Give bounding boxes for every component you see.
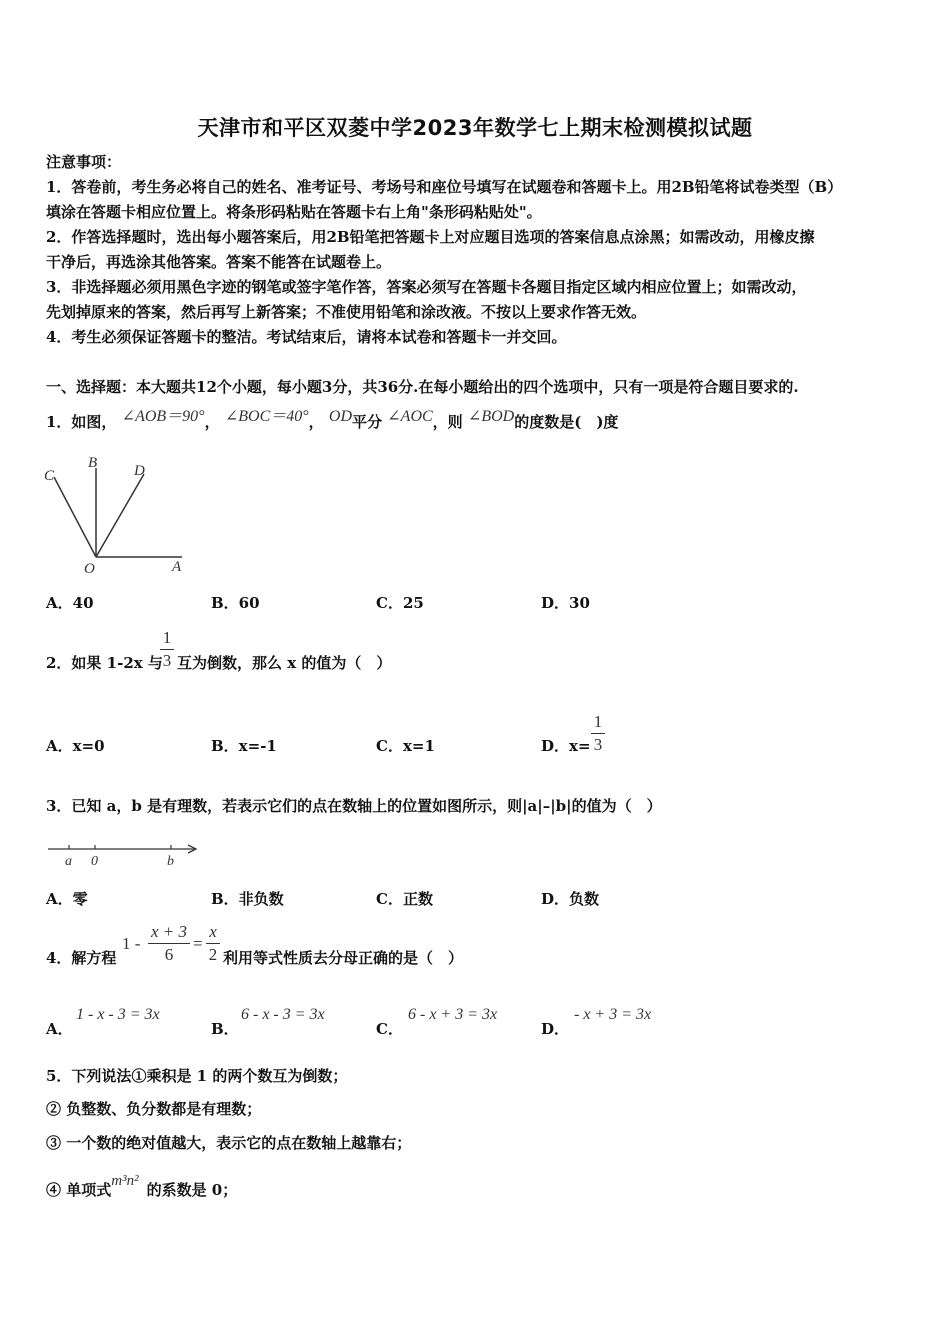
q1-sep: ，则 — [432, 413, 463, 431]
section-heading: 一、选择题：本大题共12个小题，每小题3分，共36分.在每小题给出的四个选项中，只有一项是符合题目要求的. — [46, 378, 799, 396]
q5-line-4-suffix: 的系数是 0； — [146, 1181, 238, 1199]
label-c: C — [44, 468, 55, 484]
q4-suffix: 利用等式性质去分母正确的是（ ） — [223, 949, 464, 967]
q5-line-4-prefix: ④ 单项式 — [46, 1181, 112, 1199]
q3-option-c[interactable]: C．正数 — [376, 890, 433, 908]
q2-suffix: 互为倒数，那么 x 的值为（ ） — [177, 654, 392, 672]
q4-option-a-label[interactable]: A． — [46, 1020, 73, 1038]
q5-line-4 — [46, 1173, 238, 1204]
notice-line: 4．考生必须保证答题卡的整洁。考试结束后，请将本试卷和答题卡一并交回。 — [46, 328, 567, 346]
q4-eq-left: 1 - — [122, 934, 141, 953]
q3-option-d[interactable]: D．负数 — [541, 890, 600, 908]
q4-option-a-expr: 1 - x - 3 = 3x — [76, 1006, 160, 1023]
q4-option-d-expr: - x + 3 = 3x — [574, 1006, 652, 1023]
q4-option-b-expr: 6 - x - 3 = 3x — [241, 1006, 325, 1023]
notice-line: 填涂在答题卡相应位置上。将条形码粘贴在答题卡右上角"条形码粘贴处"。 — [46, 203, 542, 221]
q4-fraction-1 — [148, 922, 190, 965]
q4-frac1-den: 6 — [164, 945, 174, 964]
q2-prefix: 2．如果 1-2x 与 — [46, 654, 163, 672]
label-a: a — [65, 854, 72, 869]
notice-line: 先划掉原来的答案，然后再写上新答案；不准使用铅笔和涂改液。不按以上要求作答无效。 — [46, 303, 647, 321]
fraction-bar — [148, 943, 190, 944]
q1-sep: ， — [204, 413, 220, 431]
q4-option-c-expr: 6 - x + 3 = 3x — [408, 1006, 498, 1023]
q1-math-boc: ∠BOC＝40° — [224, 408, 309, 425]
q1-math-aob: ∠AOB＝90° — [121, 408, 205, 425]
q3-option-b[interactable]: B．非负数 — [211, 890, 284, 908]
q2-optd-num: 1 — [593, 712, 603, 731]
q1-option-a[interactable]: A．40 — [46, 594, 94, 612]
q2-option-a[interactable]: A．x=0 — [46, 737, 105, 755]
q4-fraction-2 — [206, 922, 220, 965]
q1-suffix: 的度数是( )度 — [514, 413, 619, 431]
notice-line: 1．答卷前，考生务必将自己的姓名、准考证号、考场号和座位号填写在试题卷和答题卡上。用2B铅笔将试卷类型（B） — [46, 178, 843, 196]
q4-eq-sign: = — [193, 934, 203, 953]
q1-option-d[interactable]: D．30 — [541, 594, 590, 612]
q2-frac-num: 1 — [162, 628, 172, 647]
q5-line-3: ③ 一个数的绝对值越大，表示它的点在数轴上越靠右； — [46, 1134, 412, 1152]
q1-math-bod: ∠BOD — [467, 408, 515, 425]
label-zero: 0 — [91, 854, 98, 869]
q2-option-c[interactable]: C．x=1 — [376, 737, 435, 755]
q1-prefix: 1．如图， — [46, 413, 117, 431]
q5-monomial: m³n² — [111, 1173, 139, 1189]
label-b: b — [167, 854, 174, 869]
label-o: O — [84, 561, 95, 577]
notice-line: 2．作答选择题时，选出每小题答案后，用2B铅笔把答题卡上对应题目选项的答案信息点涂黑；如需改动，用橡皮擦 — [46, 228, 815, 246]
q2-option-d[interactable]: D．x= — [541, 737, 591, 755]
q1-mid: 平分 — [352, 413, 383, 431]
q4-frac2-num: x — [209, 922, 217, 941]
q5-line-1: 5．下列说法①乘积是 1 的两个数互为倒数； — [46, 1067, 348, 1085]
q1-math-od: OD — [328, 408, 353, 425]
q4-option-d-label[interactable]: D． — [541, 1020, 570, 1038]
q4-frac1-num: x + 3 — [150, 922, 188, 941]
q4-prefix: 4．解方程 — [46, 949, 117, 967]
q2-option-b[interactable]: B．x=-1 — [211, 737, 277, 755]
label-d: D — [134, 463, 145, 479]
notice-line: 干净后，再选涂其他答案。答案不能答在试题卷上。 — [46, 253, 392, 271]
notice-line: 3．非选择题必须用黑色字迹的钢笔或签字笔作答，答案必须写在答题卡各题目指定区域内相应位置上；如需改动， — [46, 278, 807, 296]
q2-fraction — [160, 628, 174, 671]
q1-option-b[interactable]: B．60 — [211, 594, 260, 612]
q4-option-c-label[interactable]: C． — [376, 1020, 403, 1038]
q4-frac2-den: 2 — [208, 945, 218, 964]
fraction-bar — [591, 733, 605, 734]
q3-option-a[interactable]: A．零 — [46, 890, 88, 908]
q2-frac-den: 3 — [162, 651, 172, 670]
fraction-bar — [160, 649, 174, 650]
notice-heading: 注意事项： — [46, 153, 122, 171]
label-a: A — [172, 559, 182, 575]
q1-math-aoc: ∠AOC — [387, 408, 433, 425]
label-b: B — [88, 455, 98, 471]
q1-angle-figure — [38, 450, 198, 580]
q2-option-d-fraction — [591, 712, 605, 755]
q1-sep: ， — [308, 413, 324, 431]
question-1 — [46, 410, 618, 435]
q5-line-2: ② 负整数、负分数都是有理数； — [46, 1100, 262, 1118]
q1-option-c[interactable]: C．25 — [376, 594, 424, 612]
q3-number-line — [46, 835, 206, 875]
ray-od — [96, 474, 144, 557]
q4-option-b-label[interactable]: B． — [211, 1020, 239, 1038]
ray-oc — [54, 477, 96, 557]
q2-optd-den: 3 — [593, 735, 603, 754]
page-title: 天津市和平区双菱中学2023年数学七上期末检测模拟试题 — [197, 116, 753, 140]
question-3: 3．已知 a，b 是有理数，若表示它们的点在数轴上的位置如图所示，则|a|–|b|的值为（ ） — [46, 797, 662, 815]
fraction-bar — [206, 943, 220, 944]
